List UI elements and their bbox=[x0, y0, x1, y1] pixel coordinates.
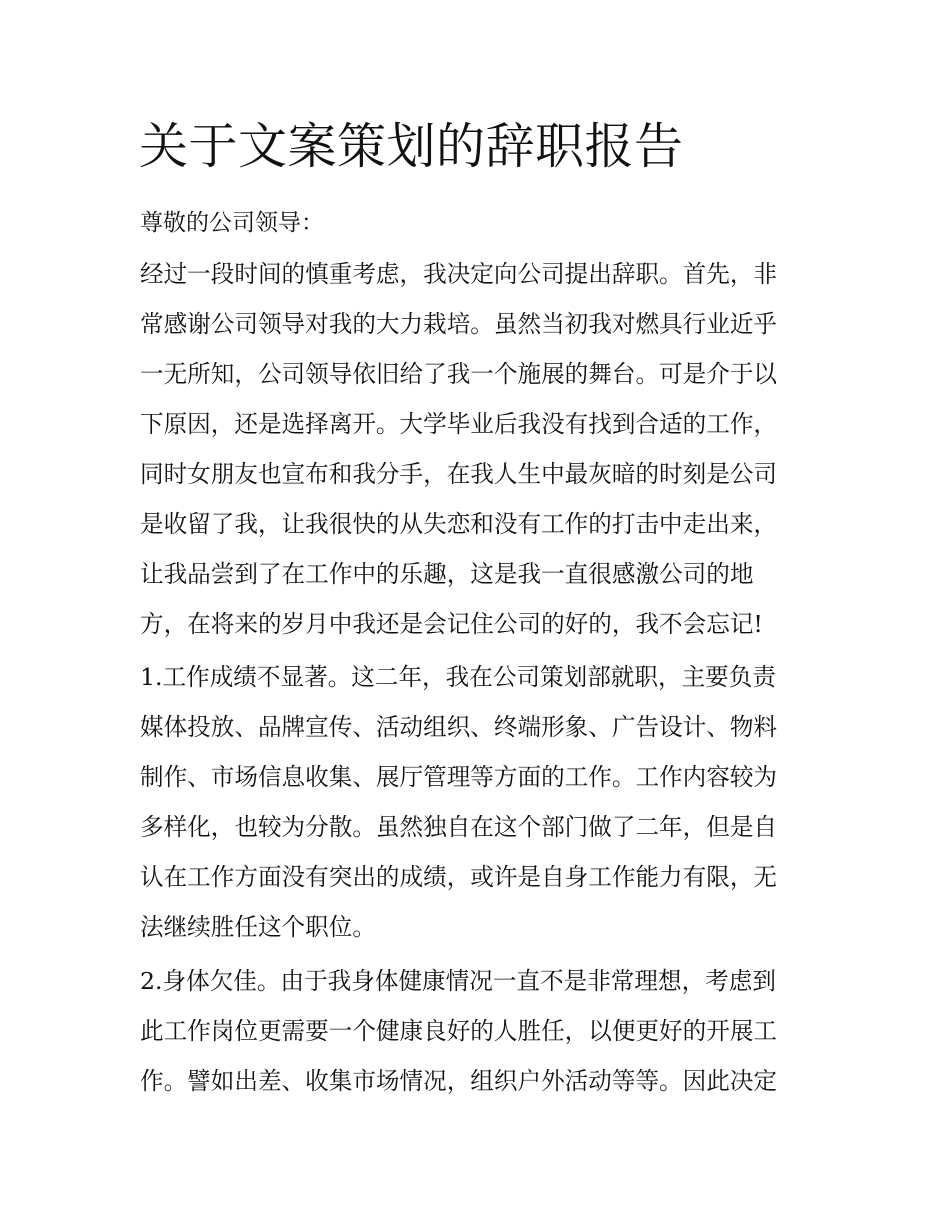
body-line: 方，在将来的岁月中我还是会记住公司的好的，我不会忘记! bbox=[140, 610, 763, 638]
body-line: 是收留了我，让我很快的从失恋和没有工作的打击中走出来， bbox=[140, 510, 778, 538]
body-line: 法继续胜任这个职位。 bbox=[140, 913, 376, 941]
body-line: 一无所知，公司领导依旧给了我一个施展的舞台。可是介于以 bbox=[140, 360, 778, 388]
body-line: 下原因，还是选择离开。大学毕业后我没有找到合适的工作， bbox=[140, 410, 778, 438]
body-line: 此工作岗位更需要一个健康良好的人胜任，以便更好的开展工 bbox=[140, 1017, 778, 1045]
body-line: 多样化，也较为分散。虽然独自在这个部门做了二年，但是自 bbox=[140, 813, 778, 841]
body-line: 媒体投放、品牌宣传、活动组织、终端形象、广告设计、物料 bbox=[140, 713, 778, 741]
salutation: 尊敬的公司领导： bbox=[140, 210, 324, 236]
document-title: 关于文案策划的辞职报告 bbox=[139, 118, 684, 175]
body-line: 作。譬如出差、收集市场情况，组织户外活动等等。因此决定 bbox=[140, 1067, 778, 1095]
body-line: 认在工作方面没有突出的成绩，或许是自身工作能力有限，无 bbox=[140, 863, 778, 891]
body-line: 1.工作成绩不显著。这二年，我在公司策划部就职，主要负责 bbox=[140, 663, 776, 691]
body-line: 让我品尝到了在工作中的乐趣，这是我一直很感激公司的地 bbox=[140, 560, 754, 588]
body-line: 同时女朋友也宣布和我分手，在我人生中最灰暗的时刻是公司 bbox=[140, 460, 778, 488]
body-line: 常感谢公司领导对我的大力栽培。虽然当初我对燃具行业近乎 bbox=[140, 310, 778, 338]
body-line: 2.身体欠佳。由于我身体健康情况一直不是非常理想，考虑到 bbox=[140, 967, 776, 995]
body-line: 制作、市场信息收集、展厅管理等方面的工作。工作内容较为 bbox=[140, 763, 778, 791]
body-line: 经过一段时间的慎重考虑，我决定向公司提出辞职。首先，非 bbox=[140, 260, 778, 288]
